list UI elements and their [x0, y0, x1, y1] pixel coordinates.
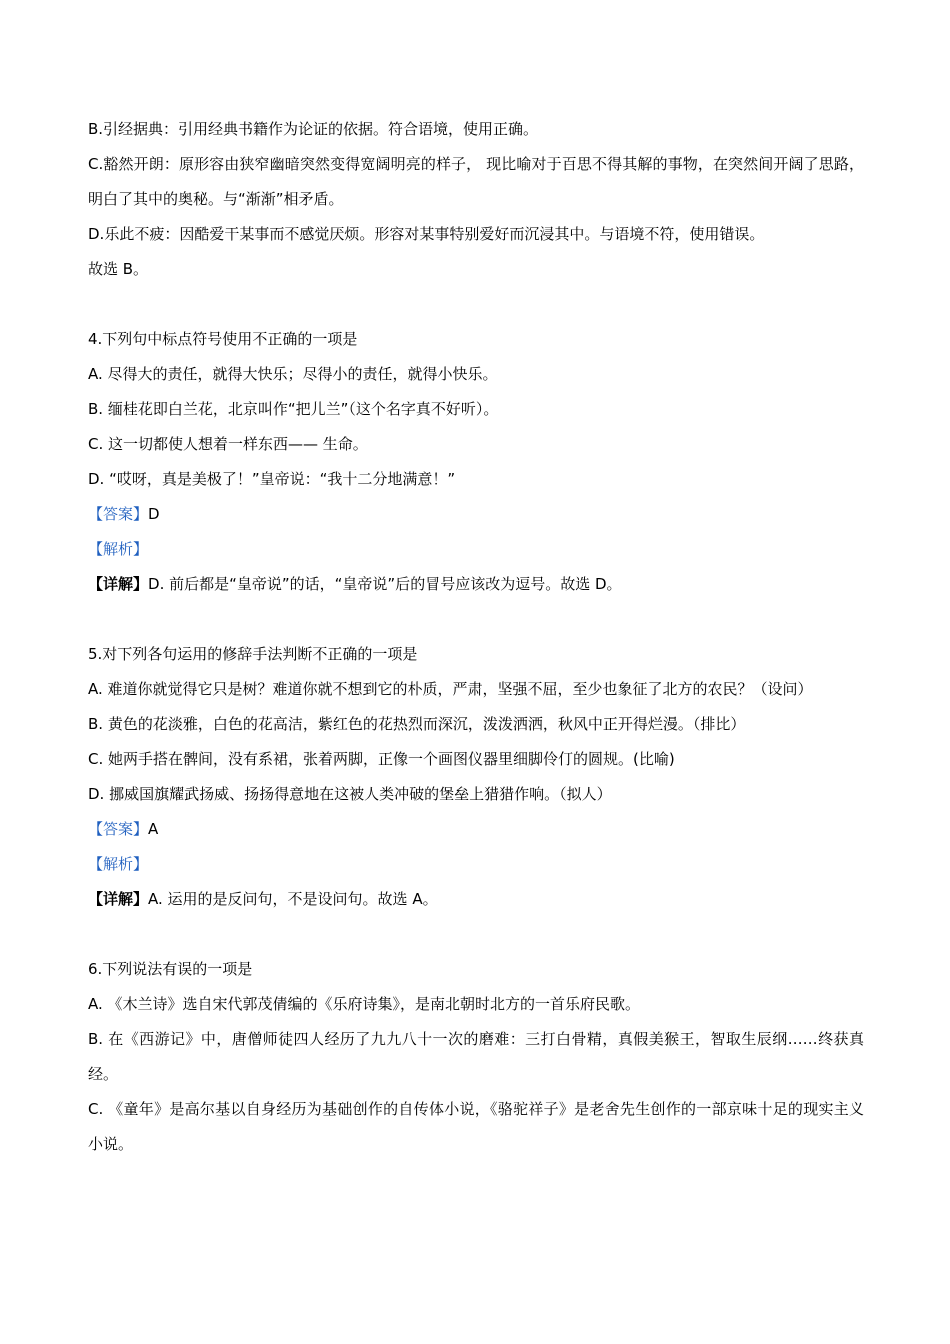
q4-detail-line: [88, 567, 864, 602]
detail-tag: 【详解】: [88, 575, 149, 593]
prev-conclusion: 故选 B。: [88, 260, 149, 278]
document-page: [88, 112, 864, 1162]
spacer: [88, 917, 864, 952]
q5-detail-line: [88, 882, 864, 917]
analysis-tag: 【解析】: [88, 855, 149, 873]
q5-answer-line: [88, 812, 864, 847]
detail-tag: 【详解】: [88, 890, 149, 908]
q5-option-b: B. 黄色的花淡雅，白色的花高洁，紫红色的花热烈而深沉，泼泼洒洒，秋风中正开得烂漫。（排比）: [88, 715, 746, 733]
prev-option-c: C.豁然开朗：原形容由狭窄幽暗突然变得宽阔明亮的样子， 现比喻对于百思不得其解的事物，在突然间开阔了思路，明白了其中的奥秘。与“渐渐”相矛盾。: [88, 155, 864, 208]
q4-option-a: A. 尽得大的责任，就得大快乐；尽得小的责任，就得小快乐。: [88, 365, 498, 383]
q6-option-a: A. 《木兰诗》选自宋代郭茂倩编的《乐府诗集》，是南北朝时北方的一首乐府民歌。: [88, 995, 641, 1013]
q4-option-b: B. 缅桂花即白兰花，北京叫作“把儿兰”（这个名字真不好听）。: [88, 400, 499, 418]
prev-option-b: B.引经据典：引用经典书籍作为论证的依据。符合语境，使用正确。: [88, 120, 539, 138]
q6-option-b: B. 在《西游记》中，唐僧师徒四人经历了九九八十一次的磨难：三打白骨精，真假美猴王，智取生辰纲……终获真经。: [88, 1030, 864, 1083]
q4-answer: D: [148, 505, 160, 523]
q5-answer: A: [148, 820, 159, 838]
spacer: [88, 602, 864, 637]
analysis-tag: 【解析】: [88, 540, 149, 558]
q4-answer-line: [88, 497, 864, 532]
q6-title: 6.下列说法有误的一项是: [88, 960, 253, 978]
q5-analysis-line: [88, 847, 864, 882]
q6-option-c: C. 《童年》是高尔基以自身经历为基础创作的自传体小说，《骆驼祥子》是老舍先生创作的一部京味十足的现实主义小说。: [88, 1100, 864, 1153]
q5-option-a: A. 难道你就觉得它只是树？难道你就不想到它的朴质，严肃，坚强不屈，至少也象征了北方的农民？（设问）: [88, 680, 813, 698]
q4-analysis-line: [88, 532, 864, 567]
q4-option-d: D. “哎呀，真是美极了！”皇帝说：“我十二分地满意！”: [88, 470, 456, 488]
answer-tag: 【答案】: [88, 505, 149, 523]
q5-option-d: D. 挪威国旗耀武扬威、扬扬得意地在这被人类冲破的堡垒上猎猎作响。（拟人）: [88, 785, 612, 803]
q5-detail: A. 运用的是反问句，不是设问句。故选 A。: [148, 890, 438, 908]
spacer: [88, 287, 864, 322]
q4-option-c: C. 这一切都使人想着一样东西—— 生命。: [88, 435, 368, 453]
q5-option-c: C. 她两手搭在髀间，没有系裙，张着两脚，正像一个画图仪器里细脚伶仃的圆规。(比喻): [88, 750, 675, 768]
prev-option-d: D.乐此不疲：因酷爱干某事而不感觉厌烦。形容对某事特别爱好而沉浸其中。与语境不符，使用错误。: [88, 225, 765, 243]
answer-tag: 【答案】: [88, 820, 149, 838]
q4-detail: D. 前后都是“皇帝说”的话，“皇帝说”后的冒号应该改为逗号。故选 D。: [148, 575, 622, 593]
q4-title: 4.下列句中标点符号使用不正确的一项是: [88, 330, 358, 348]
q5-title: 5.对下列各句运用的修辞手法判断不正确的一项是: [88, 645, 418, 663]
